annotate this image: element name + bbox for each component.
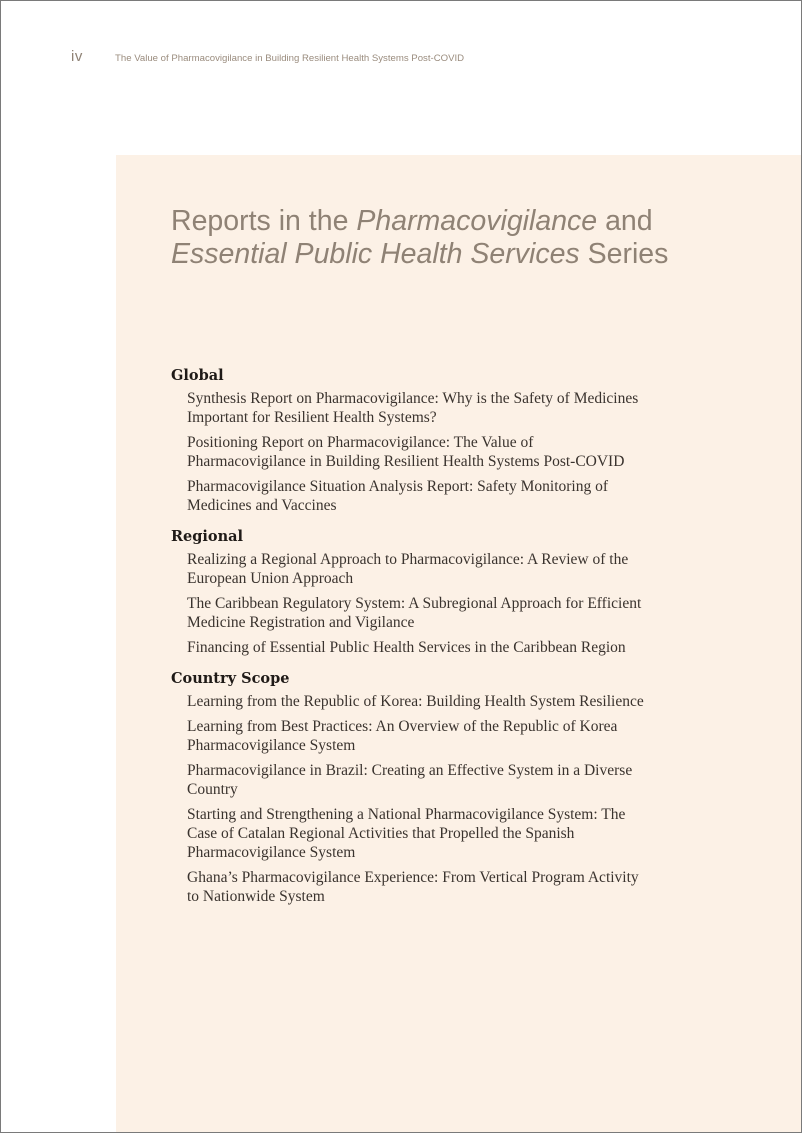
report-item: Positioning Report on Pharmacovigilance: The Value of Pharmacovigilance in Building Resilient Health Systems Post-COVID <box>187 434 625 470</box>
report-item: Financing of Essential Public Health Services in the Caribbean Region <box>187 639 626 656</box>
title-part-1: Reports in the <box>171 205 357 237</box>
title-part-5: Series <box>579 238 669 270</box>
report-item: Realizing a Regional Approach to Pharmacovigilance: A Review of the European Union Approach <box>187 551 629 587</box>
report-item: Ghana’s Pharmacovigilance Experience: From Vertical Program Activity to Nationwide System <box>187 869 639 905</box>
page-number: iv <box>71 48 83 65</box>
title-part-3: and <box>597 205 653 237</box>
section-regional <box>171 525 651 657</box>
section-heading: Regional <box>171 528 244 545</box>
report-item: Synthesis Report on Pharmacovigilance: Why is the Safety of Medicines Important for Resilient Health Systems? <box>187 390 639 426</box>
report-item: Starting and Strengthening a National Pharmacovigilance System: The Case of Catalan Regional Activities that Propelled the Spanish Pharmacovigilance System <box>187 806 626 861</box>
title-part-4: Essential Public Health Services <box>171 238 580 270</box>
report-item: Pharmacovigilance in Brazil: Creating an Effective System in a Diverse Country <box>187 762 633 798</box>
section-country-scope <box>171 667 651 906</box>
report-list <box>171 550 651 657</box>
report-sections <box>171 364 651 912</box>
report-item: Pharmacovigilance Situation Analysis Report: Safety Monitoring of Medicines and Vaccines <box>187 478 609 514</box>
section-global <box>171 364 651 515</box>
page-title <box>171 205 731 271</box>
section-heading: Country Scope <box>171 670 290 687</box>
running-header: The Value of Pharmacovigilance in Building Resilient Health Systems Post-COVID <box>115 53 465 64</box>
report-item: The Caribbean Regulatory System: A Subregional Approach for Efficient Medicine Registration and Vigilance <box>187 595 642 631</box>
report-item: Learning from the Republic of Korea: Building Health System Resilience <box>187 693 644 710</box>
section-heading: Global <box>171 367 224 384</box>
title-part-2: Pharmacovigilance <box>356 205 598 237</box>
report-list <box>171 692 651 906</box>
report-list <box>171 389 651 515</box>
report-item: Learning from Best Practices: An Overview of the Republic of Korea Pharmacovigilance System <box>187 718 618 754</box>
